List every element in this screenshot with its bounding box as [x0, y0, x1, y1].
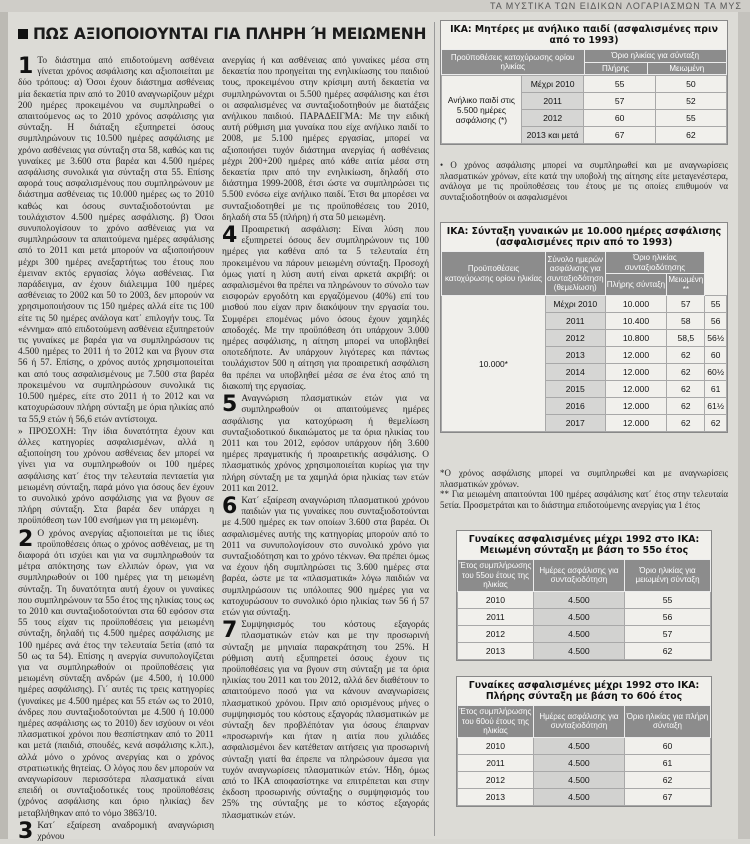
col-header: Μειωμένη — [647, 62, 726, 75]
col-header: Προϋποθέσεις κατοχύρωσης ορίου ηλικίας — [442, 50, 585, 75]
data-table — [441, 251, 727, 432]
table-title: Γυναίκες ασφαλισμένες μέχρι 1992 στο ΙΚΑ: Πλήρης σύνταξη με βάση το 60ό έτος — [468, 680, 700, 702]
article-headline — [18, 24, 427, 44]
data-table — [441, 49, 727, 75]
table-row: 2012 4.500 57 — [458, 625, 711, 642]
point-number: 3 — [18, 818, 34, 844]
paragraph-1: 1 Το διάστημα από επιδοτούμενη ασθένεια γίνεται χρόνος ασφάλισης και αξιοποιείται με δύο τρόπους: α) Όσοι έχουν διάστημα ασθένειας μία δεκαετία πριν από το 2010 αναγνωρίζουν μέχρι 200 ημέρες προκειμένου να συμπληρωθεί ο απαιτούμενος ως το 2010 χρόνος ασφάλισης για σύνταξη. Η διάταξη εξυπηρετεί όσους συμπληρώνουν τις 10.500 ημέρες ασφάλισης με χρόνο ασθένειας για σύνταξη στα 58, καθώς και τις γυναίκες με 3.600 στα βαρέα και 4.500 ημέρες ασφάλισης συνολικά για σύνταξη στα 55. Επίσης αφορά τους ασφαλισμένους που συμπληρώνουν με διάστημα ασθένειας τις 10.000 ημέρες ως το 2010 καθώς και όσους συνταξιοδοτούνται με τουλάχιστον 4.500 ημέρες ασφάλισης. β) Όσοι συνυπολογίσουν το χρόνο ασθένειας για να συμπληρώσουν τα απαιτούμενα ημέρες ασφάλισης από το 2011 και μετά μπορούν να αξιοποιήσουν μέχρι 300 ημέρες ανεξαρτήτως του έτους που έμειναν εκτός εργασίας λόγω ασθένειας. Για παράδειγμα, αν έχουν διάλειμμα 100 ημέρες ασθένειας το 2002 και 50 το 2003, δεν μπορούν να χρησιμοποιήσουν τις 150 ημέρες αλλά είτε τις 100 είτε τις 50 ημέρες ανάλογα κατ΄ επιλογήν τους. Τα «έννημα» από επιδοτούμενη ασθένεια εξυπηρετούν τις γυναίκες με βαρέα για να συμπληρώσουν τις 4.500 ημέρες το 2011 ή το 2012 και να βγουν στα 56 ή 57. Επίσης, ο χρόνος αυτός χρησιμοποιείται και από τους ασφαλισμένους με 7.500 στα βαρέα προκειμένου να συμπληρώσουν συνολικά τις 10.500 ημέρες, είτε στο 2011 ή το 2012 και να κατοχυρώσουν πλήρη σύνταξη με όρια ηλικίας από τα 55,9 ετών ή 56,6 ετών αντίστοιχα. — [18, 54, 214, 425]
table-row: 2010 4.500 60 — [458, 737, 711, 754]
row-label: 10.000* — [442, 296, 546, 432]
col-header: Μειωμένη ** — [668, 275, 704, 294]
table-row: 2017 12.000 62 62 — [442, 415, 727, 432]
table-row: 2013 12.000 62 60 — [442, 347, 727, 364]
top-header-strip: ΤΑ ΜΥΣΤΙΚΑ ΤΩΝ ΕΙΔΙΚΩΝ ΛΟΓΑΡΙΑΣΜΩΝ ΤΑ ΜΥΣ — [0, 0, 750, 12]
table1-note: • Ο χρόνος ασφάλισης μπορεί να συμπληρωθεί και με αναγνωρίσεις πλασματικών χρόνων, είτε κατά την υποβολή της αίτησης είτε μεταγενέστερα, ανάλογα με τις προϋποθέσεις του έτους με τις οποίες επιθυμούν να συνταξιοδοτηθούν οι ασφαλισμένοι — [440, 160, 728, 202]
row-label: Ανήλικο παιδί στις 5.500 ημέρες ασφάλισης (*) — [442, 76, 522, 144]
table-row: 2012 4.500 62 — [458, 771, 711, 788]
table-row: 10.000* Μέχρι 2010 10.000 57 55 — [442, 296, 727, 313]
table-row: 2016 12.000 62 61½ — [442, 398, 727, 415]
table-title: ΙΚΑ: Μητέρες με ανήλικο παιδί (ασφαλισμένες πριν από το 1993) — [450, 24, 718, 46]
point-number: 4 — [222, 223, 238, 249]
article-column-2 — [222, 56, 429, 836]
col-header: Πλήρης — [584, 62, 647, 75]
col-header: Σύνολο ημερών ασφάλισης για συνταξιοδότηση (θεμελίωση) — [545, 252, 605, 296]
data-table — [457, 559, 711, 660]
col-header: Όριο ηλικίας για σύνταξη — [584, 50, 727, 63]
headline-text: ΠΩΣ ΑΞΙΟΠΟΙΟΥΝΤΑΙ ΓΙΑ ΠΛΗΡΗ Ή ΜΕΙΩΜΕΝΗ — [33, 25, 427, 43]
table-row: 2014 12.000 62 60½ — [442, 364, 727, 381]
table-title: Γυναίκες ασφαλισμένες μέχρι 1992 στο ΙΚΑ: Μειωμένη σύνταξη με βάση το 55ο έτος — [468, 534, 700, 556]
data-table — [457, 705, 711, 806]
point-number: 2 — [18, 526, 34, 552]
paragraph-4: 4 Προαιρετική ασφάλιση: Είναι λύση που εξυπηρετεί όσους δεν συμπληρώνουν τις 100 ημέρες για καθένα από τα 5 τελευταία έτη προκειμένου να πάρουν μειωμένη σύνταξη. Προσοχή όμως γιατί η λύση αυτή είναι αρκετά ακριβή: οι ασφαλισμένοι θα πρέπει να πληρώνουν το σύνολο των εισφορών εργοδότη και εργαζόμενου (40%) επί του μισθού που είχαν πριν διακόψουν την εργασία του. Συμφέρει επομένως μόνο όσους έχουν χαμηλές αποδοχές. Με την προϋπόθεση ότι υπάρχουν 3.000 ημέρες ασφάλισης, η αίτηση μπορεί να υποβληθεί οποτεδήποτε. Αν υπάρχουν λιγότερες και πάντως τουλάχιστον 500 η αίτηση για προαιρετική ασφάλιση θα πρέπει να υποβληθεί μέσα σε ένα έτος από τη διακοπή της εργασίας. — [222, 223, 429, 392]
col-header: Ημέρες ασφάλισης για συνταξιοδότηση — [533, 706, 624, 738]
col-header: Έτος συμπλήρωσης του 60ού έτους της ηλικίας — [458, 706, 534, 738]
table-row: 2010 4.500 55 — [458, 591, 711, 608]
table2-notes — [440, 468, 728, 510]
paragraph-3-cont: ανεργίας ή και ασθένειας από γυναίκες μέσα στη δεκαετία που προηγείται της ενηλικίωσης του παιδιού τους, προκειμένου στην κρίσιμη αυτή δεκαετία να συμπληρώνονται οι 5.500 ημέρες ασφάλισης και έτσι οι ασφαλισμένες να συνταξιοδοτηθούν με διατάξεις ανήλικου παιδιού. ΠΑΡΑΔΕΙΓΜΑ: Με την ειδική αυτή ρύθμιση μια γυναίκα που είχε ανήλικο παιδί το 2008, με 5.100 ημέρες εργασίας, μπορεί να αξιοποιήσει τυχόν διάστημα ανεργίας ή ασθένειας μέχρι 200+200 ημέρες από κάθε αιτία μέσα στη δεκαετία πριν από την ενηλικίωση, δηλαδή στο διάστημα 1999-2008, έτσι ώστε να συμπληρώσει τις 5.500 ενόσω είχε ανήλικο παιδί. Έτσι θα μπορέσει να συνταξιοδοτηθεί με τις προϋποθέσεις του 2010, δηλαδή στα 55 (πλήρη) ή στα 50 μειωμένη. — [222, 56, 429, 223]
table-reduced-pension-55 — [456, 530, 712, 661]
table-row: 2011 4.500 61 — [458, 754, 711, 771]
table-mothers-minor-child — [440, 20, 728, 145]
table-row: 2011 4.500 56 — [458, 608, 711, 625]
point-number: 6 — [222, 493, 238, 519]
col-header: Προϋποθέσεις κατοχύρωσης ορίου ηλικίας — [442, 252, 546, 296]
paragraph-5: 5 Αναγνώριση πλασματικών ετών για να συμπληρωθούν οι απαιτούμενες ημέρες ασφάλισης για κατοχύρωση ή θεμελίωση συνταξιοδοτικού δικαιώματος με τα όρια ηλικίας του 2011 και του 2012, εφόσον υπάρχουν ήδη 3.600 ημέρες πραγματικής ή προαιρετικής ασφάλισης. Ο πλασματικός χρόνος χρησιμοποιείται κυρίως για την πλήρη σύνταξη με τα χαμηλά όρια ηλικίας των ετών 2011 και 2012. — [222, 392, 429, 494]
paragraph-7: 7 Συμψηφισμός του κόστους εξαγοράς πλασματικών ετών και με την προσωρινή σύνταξη με μηνιαία παρακράτηση του 25%. Η ρύθμιση αυτή εξυπηρετεί όσους έχουν τις προϋποθέσεις για να βγουν στη σύνταξη με τα όρια ηλικίας του 2011 και του 2012, αλλά δεν διαθέτουν το απαιτούμενο ποσό για να κάνουν αναγνωρίσεις πλασματικού χρόνου. Πριν από ορισμένους μήνες ο συμψηφισμός του κόστους εξαγοράς πλασματικών με σύνταξη δεν προβλέπόταν για όσους έπαιρναν «προσωρινή» και ήταν η αιτία που χιλιάδες ασφαλισμένοι δεν κατέθεταν αιτήσεις για προσωρινή σύνταξη γιατί θα έπρεπε να πληρώσουν άμεσα για τυχόν αναγνωρίσεις πλασματικών ετών. Ήδη, όμως από το ΙΚΑ αποφασίστηκε να επιτρέπεται και στην έκδοση προσωρινής σύνταξης ο συμψηφισμός του 25% της σύνταξης με το κόστος εξαγοράς πλασματικών ετών. — [222, 618, 429, 821]
table-row: 2013 4.500 62 — [458, 642, 711, 659]
paragraph-3: 3 Κατ΄ εξαίρεση αναδρομική αναγνώριση χρόνου — [18, 818, 214, 844]
point-number: 7 — [222, 618, 238, 644]
table-row: Ανήλικο παιδί στις 5.500 ημέρες ασφάλισης (*) Μέχρι 2010 55 50 — [442, 76, 727, 93]
table-row: 2013 4.500 67 — [458, 788, 711, 805]
col-header: Όριο ηλικίας για μειωμένη σύνταξη — [624, 560, 710, 592]
table2-note-2: ** Για μειωμένη απαιτούνται 100 ημέρες ασφάλισης κατ΄ έτος στην τελευταία 5ετία. Προσμετράται και το διάστημα επιδοτούμενης ανεργίας για 1 έτος — [440, 489, 728, 510]
left-edge — [0, 12, 8, 839]
article-column-1 — [18, 54, 214, 844]
col-header: Πλήρης σύνταξη — [605, 274, 667, 296]
data-table-body — [441, 75, 727, 144]
table-row: 2011 57 52 — [442, 93, 727, 110]
col-header: Όριο ηλικίας για πλήρη σύνταξη — [624, 706, 710, 738]
table-row: 2013 και μετά 67 62 — [442, 127, 727, 144]
paragraph-6: 6 Κατ΄ εξαίρεση αναγνώριση πλασματικού χρόνου παιδιών για τις γυναίκες που συνταξιοδοτούνται με 4.500 ημέρες εκ των οποίων 3.600 στα βαρέα. Οι ασφαλισμένες αυτής της κατηγορίας μπορούν από το 2011 να συνυπολογίσουν στο συνολικό χρόνο για συνταξιοδότηση και το χρόνο τέκνων. Θα πρέπει όμως να έχουν ήδη συμπληρώσει τις 3.600 ημέρες στα βαρέα, ώστε με τα «πλασματικά» λόγω παιδιών να συμπληρώσουν τις υπόλοιπες 900 ημέρες για να κατοχυρώσουν το συνολικό όριο ηλικίας των 56 ή 57 ετών για σύνταξη. — [222, 493, 429, 618]
point-number: 1 — [18, 54, 34, 79]
point-number: 5 — [222, 392, 238, 418]
table-full-pension-60 — [456, 676, 712, 807]
table2-note-1: *Ο χρόνος ασφάλισης μπορεί να συμπληρωθεί και με αναγνωρίσεις πλασματικών χρόνων. — [440, 468, 728, 489]
table-row: 2012 10.800 58,5 56½ — [442, 330, 727, 347]
col-header: Ημέρες ασφάλισης για συνταξιοδότηση — [533, 560, 624, 592]
headline-square-icon — [18, 29, 28, 39]
col-header: Έτος συμπλήρωσης του 55ου έτους της ηλικίας — [458, 560, 534, 592]
table-women-10000-days — [440, 222, 728, 433]
table-row: 2011 10.400 58 56 — [442, 313, 727, 330]
table-title: ΙΚΑ: Σύνταξη γυναικών με 10.000 ημέρες ασφάλισης (ασφαλισμένες πριν από το 1993) — [446, 226, 722, 248]
col-header: Όριο ηλικίας συνταξιοδότησης — [605, 252, 705, 274]
column-divider — [434, 22, 435, 836]
table-row: 2012 60 55 — [442, 110, 727, 127]
paragraph-1-note: » ΠΡΟΣΟΧΗ: Την ίδια δυνατότητα έχουν και άλλες κατηγορίες ασφαλισμένων, αλλά η αξιοποίηση του χρόνου ασθένειας δεν μπορεί να γίνει για να συμπληρωθούν οι 100 ημέρες ασφάλισης κατ΄ έτος την τελευταία πενταετία για μειωμένη σύνταξη, παρά μόνο για όσους δεν έχουν το συνολικό χρόνο ασφάλισης για να βγουν σε πλήρη σύνταξη. Στα βαρέα δεν υπάρχει η προϋπόθεση των 100 ενσήμων για τη μειωμένη. — [18, 426, 214, 527]
paragraph-2: 2 Ο χρόνος ανεργίας αξιοποιείται με τις ίδιες προϋποθέσεις όπως ο χρόνος ασθένειας, με τη διαφορά ότι ισχύει και για να συμπληρωθούν τα μέτρα απόκτησης των ελλιπών όρων, για να συμπληρωθούν οι 100 ημέρες για τη μειωμένη σύνταξη. Τη δυνατότητα αυτή έχουν οι γυναίκες που συμπληρώνουν τα 55ο έτος της ηλικίας τους ως το 2010 και συνταξιοδοτούνται στα 60 εφόσον στα 55 τους είχαν τις προϋποθέσεις για μειωμένη σύνταξη, δηλαδή τις 4.500 ημέρες ασφάλισης με 100 ημέρες ανά έτος την τελευταία 5ετία (από τα 50 ως τα 54). Επίσης η ανεργία συνυπολογίζεται για να συμπληρωθούν οι προϋποθέσεις για μειωμένη σύνταξη ανδρών (με 4.500, ή 10.000 ημέρες ασφάλισης). Γι΄ αυτές τις τρεις κατηγορίες (γυναίκες με 4.500 ημέρες και 55 ετών ως το 2010, άνδρες που συνταξιοδοτούνται με 4.500 ή 10.000 ημέρες ασφάλισης ως το 2010) δεν ισχύουν οι νέοι πλασματικοί χρόνοι που θεσπίστηκαν από το 2011 και μετά (παιδιά, σπουδές, κενά ασφάλισης κ.λπ.), αλλά μόνο ο χρόνος ανεργίας και ο χρόνος στρατιωτικής θητείας. Ο λόγος που δεν μπορούν να αναγνωρίσουν περισσότερα πλασματικά είναι επειδή οι συνταξιοδοτικές τους προϋποθέσεις (χρόνος ασφάλισης και όριο ηλικίας) δεν μεταβλήθηκαν από το νόμο 3863/10. — [18, 526, 214, 819]
right-edge — [738, 12, 750, 839]
table-row: 2015 12.000 62 61 — [442, 381, 727, 398]
